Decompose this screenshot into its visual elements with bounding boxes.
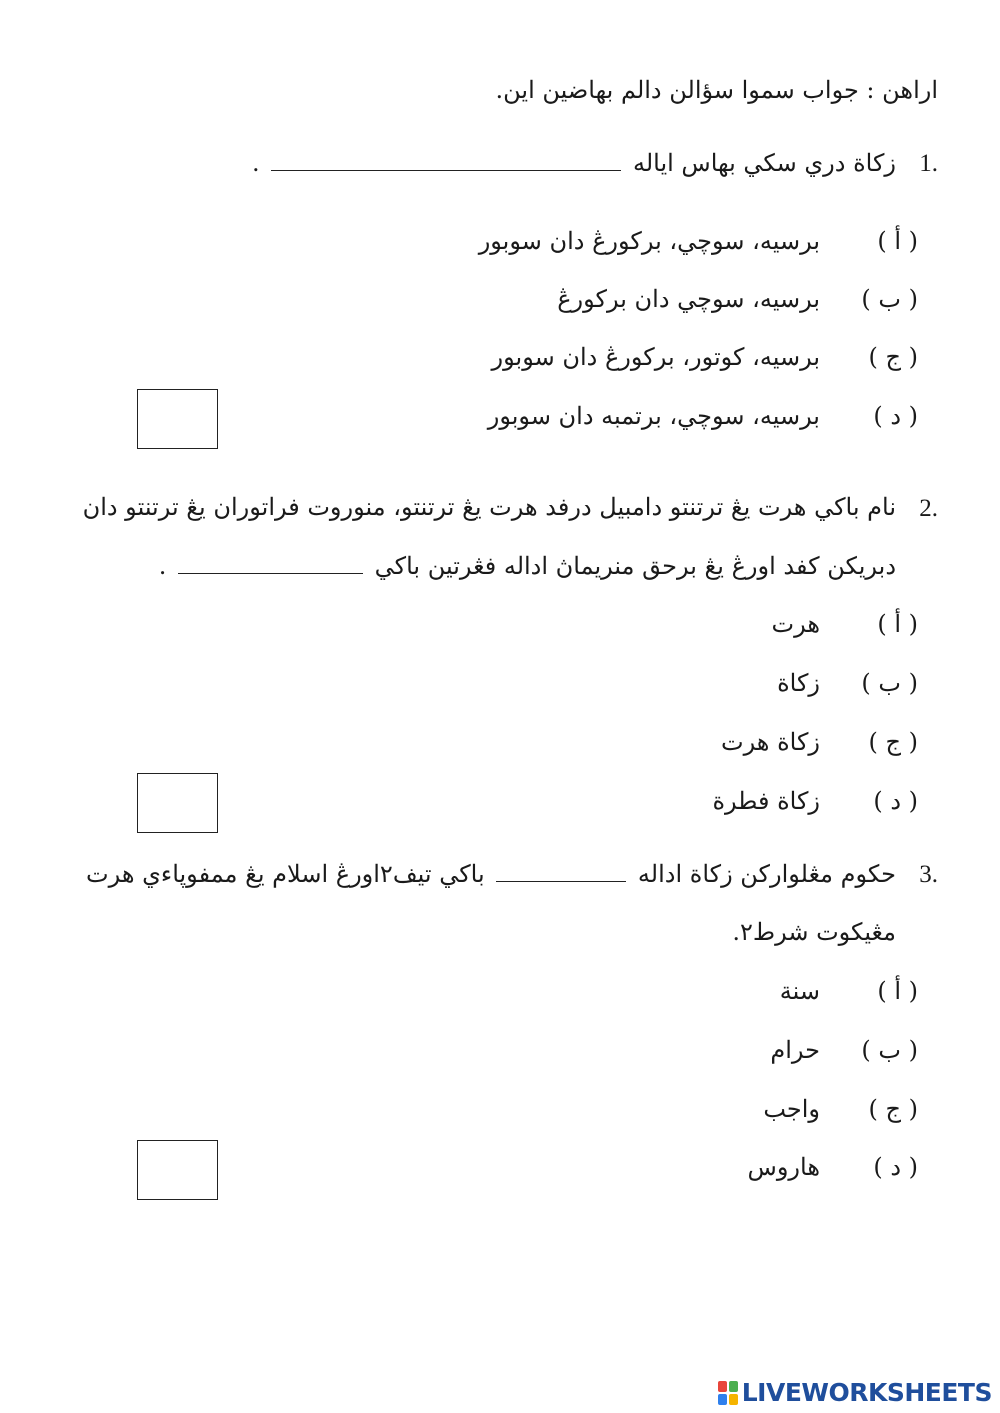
q3-option-b-letter: ( ب ) [861,1036,918,1064]
q1-option-b-text: برسيه، سوچي دان برکورڠ [557,285,820,313]
question-3-stem-line-2: مڠيکوت شرط٢. [732,918,896,946]
q1-option-a-letter: ( أ ) [877,227,918,255]
q2-option-c-letter: ( ج ) [868,728,918,756]
q2-option-d-letter: ( د ) [873,787,918,815]
q3-option-c-text: واجب [763,1095,820,1123]
question-1-blank [271,150,621,171]
question-2-stem-line-2: دبريکن کفد اورڠ يڠ برحق منريماڽ اداله فڠرتين باکي . [158,552,896,580]
q2-option-b-letter: ( ب ) [861,669,918,697]
instructions: اراهن : جواب سموا سؤالن دالم بهاضين اين. [495,76,938,104]
question-3-number: 3. [919,861,938,888]
q1-option-d-text: برسيه، سوچي، برتمبه دان سوبور [487,402,820,430]
liveworksheets-brand: LIVEWORKSHEETS [741,1378,992,1407]
q1-option-b-letter: ( ب ) [861,285,918,313]
question-1-stem: زكاة دري سکي بهاس اياله . [252,149,896,177]
q2-option-a-letter: ( أ ) [877,610,918,638]
q3-option-a-text: سنة [779,977,820,1005]
q2-option-a-text: هرت [771,610,820,638]
q1-option-c-text: برسيه، کوتور، برکورڠ دان سوبور [491,343,820,371]
question-2-stem-line-1: نام باکي هرت يڠ ترتنتو دامبيل درفد هرت يڠ ترتنتو، منوروت فراتوران يڠ ترتنتو دان [82,493,896,521]
q1-option-d-letter: ( د ) [873,402,918,430]
question-3-answer-box[interactable] [137,1140,218,1200]
question-3-blank [496,861,626,882]
question-1-answer-box[interactable] [137,389,218,449]
q3-option-d-text: هاروس [747,1153,820,1181]
q3-option-b-text: حرام [770,1036,820,1064]
q3-option-c-letter: ( ج ) [868,1095,918,1123]
q1-option-c-letter: ( ج ) [868,343,918,371]
question-1-number: 1. [919,150,938,177]
q3-option-a-letter: ( أ ) [877,977,918,1005]
q1-option-a-text: برسيه، سوچي، برکورڠ دان سوبور [478,227,820,255]
q2-option-d-text: زكاة فطرة [712,787,820,815]
q2-option-c-text: زكاة هرت [720,728,820,756]
question-2-blank [178,553,363,574]
liveworksheets-logo[interactable] [718,1378,992,1407]
q3-option-d-letter: ( د ) [873,1153,918,1181]
liveworksheets-logo-icon [718,1381,738,1405]
question-3-stem-line-1: حکوم مڠلوارکن زكاة اداله باکي تيف٢اورڠ اسلام يڠ ممفوڽاءي هرت [86,860,896,888]
question-2-answer-box[interactable] [137,773,218,833]
q2-option-b-text: زكاة [777,669,820,697]
question-2-number: 2. [919,495,938,522]
